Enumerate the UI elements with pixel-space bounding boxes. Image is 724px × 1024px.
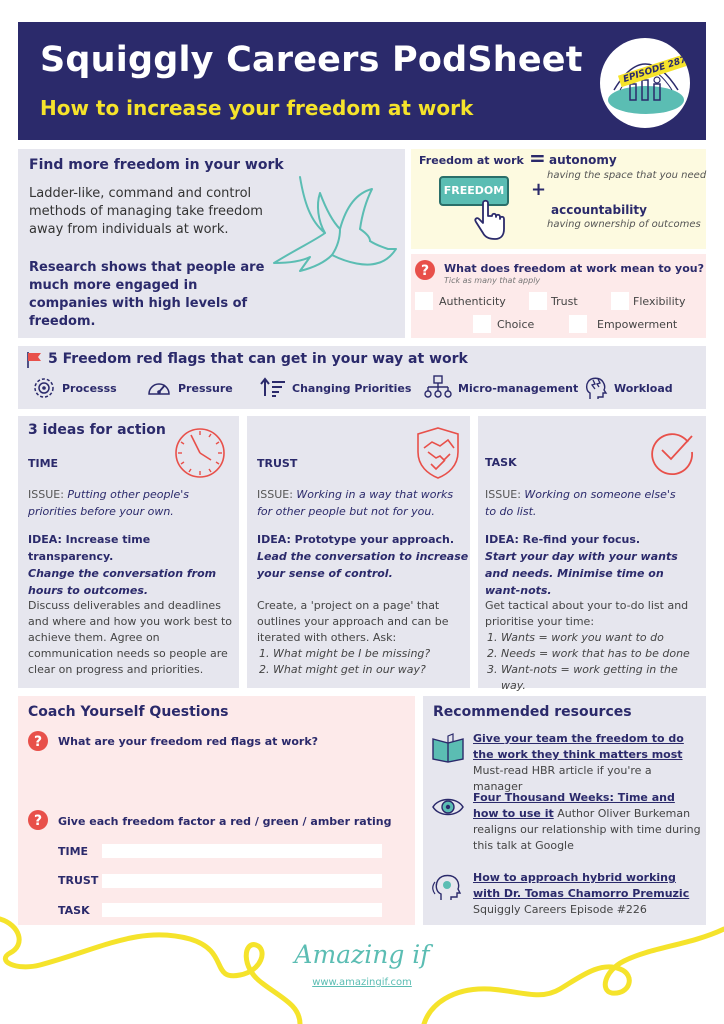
option-empowerment: Empowerment (597, 318, 678, 331)
idea-trust-body: Create, a 'project on a page' that outlines your approach and can be iterated with others. Ask: 1. What might be I be missing? 2. What might get in our way? (257, 598, 462, 678)
idea-time-body: Discuss deliverables and deadlines and where and how you work best to achieve them. Agree on communication needs so people are clear on progress and priorities. (28, 599, 233, 676)
flag-pressure (146, 375, 233, 401)
research-statement: Research shows that people are much more engaged in companies with high levels of freedom. (29, 260, 265, 329)
flag-pressure-label: Pressure (178, 381, 233, 395)
freedom-definition-panel (411, 146, 707, 249)
idea-trust-head: TRUST (257, 457, 298, 470)
checkbox-flexibility[interactable] (611, 292, 629, 310)
check-circle-icon (648, 428, 696, 476)
find-freedom-panel (18, 149, 405, 338)
flag-process-label: Processs (62, 381, 117, 395)
coach-question-rating: Give each freedom factor a red / green / amber rating (58, 815, 392, 828)
svg-text:?: ? (33, 813, 43, 829)
resource-text: Four Thousand Weeks: Time and how to use it Author Oliver Burkeman realigns our relationship with time during this talk at Google (473, 791, 701, 852)
trust-question-1: 1. What might be I be missing? (273, 646, 462, 662)
idea-column-trust (247, 416, 470, 688)
idea-column-task (478, 416, 706, 692)
checkbox-trust[interactable] (529, 292, 547, 310)
option-choice: Choice (497, 318, 535, 331)
question-icon (415, 260, 435, 280)
handshake-icon (412, 426, 464, 480)
freedom-meaning-question: What does freedom at work mean to you? (444, 262, 704, 275)
tick-hint: Tick as many that apply (444, 276, 541, 285)
checkbox-empowerment[interactable] (569, 315, 587, 333)
flag-workload-label: Workload (614, 381, 673, 395)
flag-workload (584, 375, 673, 401)
clock-icon (173, 426, 227, 480)
autonomy-term: autonomy (549, 153, 617, 167)
episode-badge (600, 38, 690, 128)
brand-logo: Amazing if (294, 940, 430, 969)
question-icon (28, 810, 48, 830)
gear-icon (32, 376, 56, 400)
accountability-term: accountability (551, 203, 647, 217)
freedom-at-work-label: Freedom at work (419, 154, 524, 167)
find-freedom-body: Ladder-like, command and control methods of managing take freedom away from individuals at work. (29, 186, 263, 237)
flag-process (32, 375, 117, 401)
idea-column-time (18, 416, 239, 688)
idea-task-title: IDEA: Re-find your focus. Start your day with your wants and needs. Minimise time on want-nots. (485, 533, 678, 597)
option-flexibility: Flexibility (633, 295, 686, 308)
checkbox-authenticity[interactable] (415, 292, 433, 310)
idea-time-title: IDEA: Increase time transparency. Change the conversation from hours to outcomes. (28, 533, 217, 597)
open-book-icon (431, 733, 465, 763)
resources-heading: Recommended resources (433, 704, 632, 720)
red-flags-title: 5 Freedom red flags that can get in your way at work (48, 351, 468, 367)
resource-text: Give your team the freedom to do the work they think matters most Must-read HBR article if you're a manager (473, 732, 684, 793)
task-list-wants: 1. Wants = work you want to do (501, 630, 706, 646)
idea-time-issue: ISSUE: Putting other people's priorities before your own. (28, 488, 190, 518)
gauge-icon (146, 376, 172, 400)
rating-label-task: TASK (58, 904, 90, 917)
rating-label-time: TIME (58, 845, 89, 858)
accountability-description: having ownership of outcomes (547, 219, 701, 230)
sort-priorities-icon (260, 376, 286, 400)
ideas-heading: 3 ideas for action (28, 422, 166, 438)
idea-task-body: Get tactical about your to-do list and prioritise your time: 1. Wants = work you want to do 2. Needs = work that has to be done 3. Want-nots = work getting in the way. (485, 598, 706, 694)
red-flags-panel (18, 346, 706, 409)
freedom-meaning-panel (411, 254, 706, 338)
idea-time-head: TIME (28, 457, 59, 470)
eye-icon (431, 792, 465, 822)
flag-changing-priorities-label: Changing Priorities (292, 381, 412, 395)
page-title: Squiggly Careers PodSheet (40, 40, 583, 80)
red-flag-icon (25, 351, 43, 369)
coach-question-red-flags: What are your freedom red flags at work? (58, 735, 319, 748)
resource-item (431, 790, 703, 854)
website-link[interactable]: www.amazingif.com (312, 977, 412, 988)
flag-micro-management (424, 375, 578, 401)
task-list-want-nots: 3. Want-nots = work getting in the way. (501, 662, 706, 694)
coach-yourself-panel (18, 696, 415, 925)
idea-task-issue: ISSUE: Working on someone else's to do list. (485, 488, 676, 518)
resource-item (431, 731, 703, 793)
org-chart-icon (424, 375, 452, 401)
svg-text:?: ? (420, 263, 430, 279)
svg-text:?: ? (33, 734, 43, 750)
stressed-head-icon (584, 375, 608, 401)
header-banner (18, 22, 706, 140)
option-trust: Trust (551, 295, 578, 308)
option-authenticity: Authenticity (439, 295, 506, 308)
equals-sign: = (529, 146, 546, 170)
episode-number: EPISODE 287 (618, 53, 690, 87)
task-list-needs: 2. Needs = work that has to be done (501, 646, 706, 662)
autonomy-description: having the space that you need (547, 170, 707, 181)
flag-changing-priorities (260, 375, 411, 401)
question-icon (28, 731, 48, 751)
idea-task-head: TASK (485, 456, 517, 469)
resource-link-hybrid-working[interactable]: How to approach hybrid working with Dr. Tomas Chamorro Premuzic (473, 871, 690, 900)
trust-question-2: 2. What might get in our way? (273, 662, 462, 678)
pointing-hand-icon (471, 199, 507, 241)
podcast-illustration-icon (600, 38, 690, 128)
idea-trust-title: IDEA: Prototype your approach. Lead the conversation to increase your sense of control. (257, 533, 469, 580)
freedom-button-illustration: FREEDOM (439, 176, 509, 206)
resource-link-hbr[interactable]: Give your team the freedom to do the work they think matters most (473, 732, 684, 761)
checkbox-choice[interactable] (473, 315, 491, 333)
rating-field-time[interactable] (102, 844, 382, 858)
find-freedom-heading: Find more freedom in your work (29, 157, 284, 173)
coach-heading: Coach Yourself Questions (28, 704, 229, 720)
rating-field-trust[interactable] (102, 874, 382, 888)
page-subtitle: How to increase your freedom at work (40, 96, 474, 120)
flag-micro-management-label: Micro-management (458, 381, 579, 395)
plus-sign: + (531, 179, 547, 200)
listening-head-icon (431, 872, 465, 902)
resource-text: How to approach hybrid working with Dr. Tomas Chamorro Premuzic Squiggly Careers Episode #226 (473, 871, 690, 916)
resource-link-four-thousand-weeks[interactable]: Four Thousand Weeks: Time and how to use it (473, 791, 675, 820)
dove-icon (270, 171, 400, 289)
idea-trust-issue: ISSUE: Working in a way that works for other people but not for you. (257, 488, 454, 518)
recommended-resources-panel (423, 696, 706, 925)
rating-label-trust: TRUST (58, 874, 99, 887)
